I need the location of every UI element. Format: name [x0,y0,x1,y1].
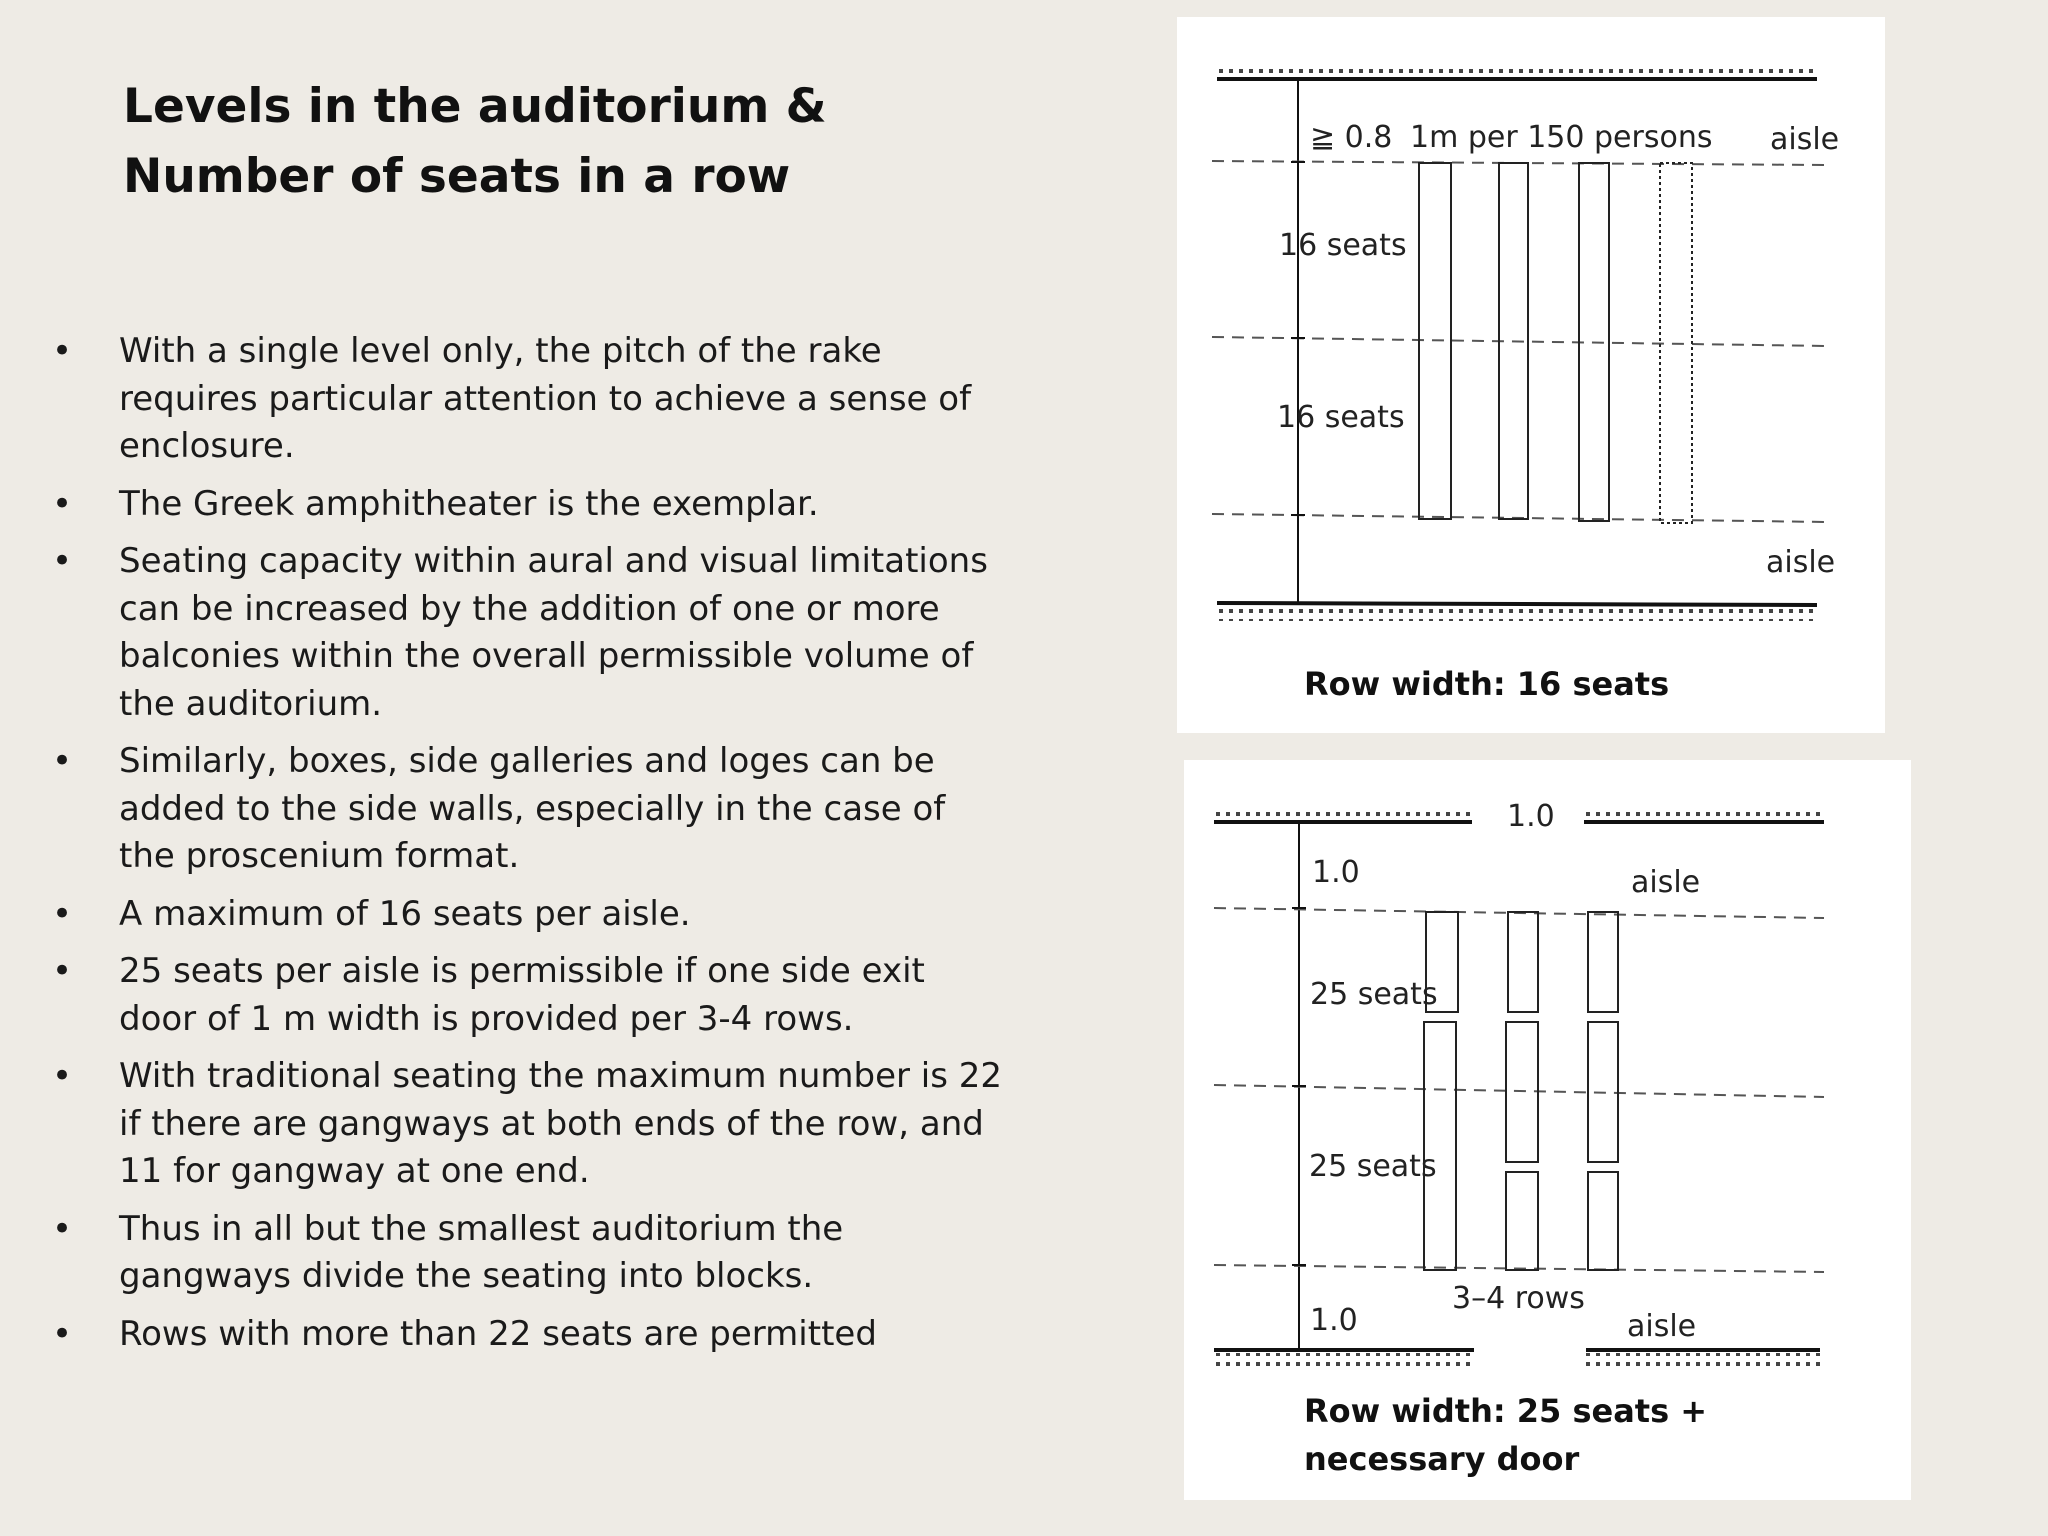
slide-title [123,72,827,212]
exit-width-label: 1m per 150 persons [1410,120,1713,155]
bullet-item [48,1053,1008,1196]
gangway-rect [1508,912,1538,1012]
seating-diagram-16-seats-drawing [1177,17,1885,733]
seating-diagram-25-seats [1184,760,1911,1500]
bullet-item [48,1311,1008,1359]
seats-label-upper: 25 seats [1310,977,1438,1012]
diagram-caption: Row width: 16 seats [1304,665,1670,703]
bullet-text: With a single level only, the pitch of the rake requires particular attention to achieve a sense of enclosure. [119,331,972,466]
gangway-rect [1506,1172,1538,1270]
bullet-marker: • [52,1208,73,1249]
bullet-item [48,738,1008,881]
seats-label-lower: 25 seats [1309,1149,1437,1184]
bullet-marker: • [52,1056,73,1096]
wall-bottom-right [1586,1353,1820,1367]
gangway-rect [1588,912,1618,1012]
bullet-text: Rows with more than 22 seats are permitted [119,1313,877,1354]
gangway-rect [1424,1022,1456,1270]
wall-bottom-left [1214,1353,1474,1367]
bullet-item [48,1206,1008,1301]
seating-diagram-16-seats [1177,17,1885,733]
bullet-list [48,328,1008,1368]
gangway-rect [1588,1172,1618,1270]
bullet-marker: • [52,541,73,581]
wall-top-right [1584,806,1824,820]
dim-label-top: 1.0 [1312,855,1360,890]
bullet-marker: • [52,951,73,991]
bullet-text: The Greek amphitheater is the exemplar. [119,483,819,524]
bullet-item [48,891,1008,939]
diagram-caption-line-1: Row width: 25 seats + [1304,1392,1708,1430]
rows-label: 3–4 rows [1452,1281,1585,1316]
aisle-label-top: aisle [1770,122,1840,157]
bullet-item [48,948,1008,1043]
bullet-text: Similarly, boxes, side galleries and loges can be added to the side walls, especially in the case of the proscenium format. [119,741,946,876]
bullet-item [48,481,1008,529]
bullet-text: Seating capacity within aural and visual limitations can be increased by the addition of one or more balconies within the overall permissible volume of the auditorium. [119,541,988,724]
wall-top [1217,63,1817,77]
door-width-label: 1.0 [1507,799,1555,834]
wall-top-left [1214,806,1472,820]
wall-bottom [1217,607,1817,621]
aisle-label-bottom: aisle [1766,545,1836,580]
slide-title-line-2: Number of seats in a row [123,149,791,204]
seating-diagram-25-seats-drawing [1184,760,1911,1500]
bullet-marker: • [52,331,73,371]
bullet-item [48,538,1008,728]
seats-label-lower: 16 seats [1277,400,1405,435]
slide-title-line-1: Levels in the auditorium & [123,79,827,134]
bullet-text: 25 seats per aisle is permissible if one side exit door of 1 m width is provided per 3-4 rows. [119,951,925,1039]
aisle-label-top: aisle [1631,865,1701,900]
dim-label-bottom: 1.0 [1310,1303,1358,1338]
bullet-marker: • [52,483,73,524]
bullet-marker: • [52,741,73,781]
bullet-item [48,328,1008,471]
aisle-label-bottom: aisle [1627,1309,1697,1344]
bullet-text: With traditional seating the maximum number is 22 if there are gangways at both ends of the row, and 11 for gangway at one end. [119,1056,1003,1191]
bullet-text: A maximum of 16 seats per aisle. [119,893,691,934]
diagram-caption-line-2: necessary door [1304,1440,1580,1478]
wall-bottom-edge [1217,603,1817,605]
seats-label-upper: 16 seats [1279,228,1407,263]
bullet-marker: • [52,1313,73,1354]
min-width-label: ≧ 0.8 [1310,120,1393,155]
bullet-text: Thus in all but the smallest auditorium the gangways divide the seating into blocks. [119,1208,844,1296]
bullet-marker: • [52,893,73,934]
